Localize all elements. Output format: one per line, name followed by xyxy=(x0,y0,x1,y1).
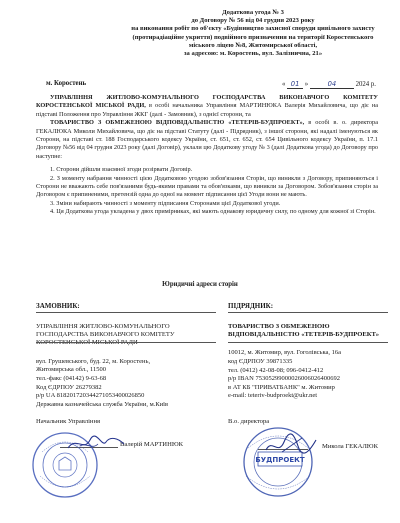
clause-2: 2. З моменту набрання чинності цією Додатковою угодою зобов'язання Сторін, що виникли з Договору, припиняються і Сторони не вважають себе пов'язаними будь-якими правами та обов'язками, що виникли за Договором. Зобов'язання сторін за Договором є припиненими, претензій одна до одної на момент підписання цієї Угоди вони не мають. xyxy=(36,174,378,199)
customer-column xyxy=(36,302,216,409)
clause-4: 4. Ця Додаткова угода укладена у двох примірниках, які мають однакову юридичну силу, по одному для кожної зі Сторін. xyxy=(50,208,376,216)
agreement-body xyxy=(36,94,378,217)
contractor-address: 10012, м. Житомир, вул. Гоголівська, 16а xyxy=(228,349,342,357)
parties-paragraph-2 xyxy=(36,119,378,161)
contractor-bank: в АТ КБ "ПРИВАТБАНК" м. Житомир xyxy=(228,383,335,391)
customer-address-line: вул. Грушевського, буд. 22, м. Коростень, xyxy=(36,357,151,365)
document-date: « 01 » 04 2024 р. xyxy=(281,80,376,88)
contractor-code: код ЄДРПОУ 39871335 xyxy=(228,358,293,365)
contractor-divider-2 xyxy=(228,342,388,343)
customer-divider xyxy=(36,312,216,313)
customer-code: Код ЄДРПОУ 26279382 xyxy=(36,383,102,391)
party2-details: в особі в. о. директора ГЕКАЛЮКА Миколи Михайловича, що діє на підставі Статуту (далі - Підрядник), з іншої сторони, які надалі іменуються як Сторони, на підставі ст. 188 Господарського кодексу України, ст. 651, ст. 652, ст. 654 Цивільного кодексу України, п. 17.1 Договору №56 від 04 грудня 2023 року (далі Договір), уклали цю Додаткову угоду № 3 (далі Додаткова угода) до Договору про наступне: xyxy=(36,119,378,160)
header-line: за адресою: м. Коростень, вул. Залізнична, 21» xyxy=(183,50,323,58)
party1-name: УПРАВЛІННЯ ЖИТЛОВО-КОМУНАЛЬНОГО ГОСПОДАРСТВА ВИКОНАВЧОГО КОМІТЕТУ КОРОСТЕНСЬКОЇ МІСЬКОЇ РАДИ, xyxy=(36,94,378,110)
date-day: 01 xyxy=(290,80,300,88)
contractor-column xyxy=(228,302,388,401)
customer-role: ЗАМОВНИК: xyxy=(36,302,80,310)
contractor-divider xyxy=(228,312,388,313)
party2-name: ТОВАРИСТВО З ОБМЕЖЕНОЮ ВІДПОВІДАЛЬНІСТЮ «ТЕТЕРІВ-БУДПРОЕКТ», xyxy=(50,119,305,127)
contractor-phone: тел. (0412) 42-08-08; 096-0412-412 xyxy=(228,366,324,374)
customer-divider-2 xyxy=(36,342,216,343)
customer-phone: тел.-факс (04142) 9-63-68 xyxy=(36,375,107,382)
customer-signature-icon xyxy=(66,432,126,454)
contractor-email: e-mail: teteriv-budproekt@ukr.net xyxy=(228,392,318,400)
customer-sign-title: Начальник Управління xyxy=(36,418,101,425)
header-line: міського ліцею №8, Житомирської області, xyxy=(188,41,318,49)
contractor-sign-title: В.о. директора xyxy=(228,418,270,425)
contractor-role: ПІДРЯДНИК: xyxy=(228,302,274,310)
contractor-org: ТОВАРИСТВО З ОБМЕЖЕНОЮ ВІДПОВІДАЛЬНІСТЮ «ТЕТЕРІВ-БУДПРОЕКТ» xyxy=(228,322,380,338)
party1-details: в особі начальника Управління МАРТИНЮКА Валерія Михайловича, що діє на підставі Положення про Управління ЖКГ (далі - Замовник), з однієї сторони, та xyxy=(36,102,379,118)
customer-sign-name: Валерій МАРТИНЮК xyxy=(120,441,184,448)
contractor-stamp-text: БУДПРОЕКТ xyxy=(255,456,305,464)
document-header xyxy=(128,9,378,58)
section-title: Юридичні адреси сторін xyxy=(162,281,238,288)
customer-address-line: Житомирська обл., 11500 xyxy=(36,366,106,374)
date-month: 04 xyxy=(327,80,337,88)
place: м. Коростень xyxy=(46,80,87,87)
contractor-signature-icon xyxy=(262,432,320,458)
customer-bank: Державна казначейська служба України, м.Київ xyxy=(36,400,169,408)
header-line: (протирадіаційне укриття) подвійного призначення на території Коростенського xyxy=(132,33,374,41)
place-date-row xyxy=(46,80,376,87)
contractor-sign-name: Микола ГЕКАЛЮК xyxy=(322,443,378,450)
customer-account: р/р UA 818201720344271053400026850 xyxy=(36,392,145,400)
clause-3: 3. Зміни набирають чинності з моменту підписання Сторонами цієї Додаткової угоди. xyxy=(50,199,281,207)
header-line: на виконання робіт по об'єкту «Будівництво захисної споруди цивільного захисту xyxy=(131,25,375,33)
contractor-account: р/р IBAN 75305299000026006026400692 xyxy=(228,375,340,383)
customer-org: УПРАВЛІННЯ ЖИТЛОВО-КОМУНАЛЬНОГО ГОСПОДАРСТВА ВИКОНАВЧОГО КОМІТЕТУ КОРОСТЕНСЬКОЇ МІСЬКОЇ РАДИ xyxy=(36,322,175,347)
parties-paragraph xyxy=(36,94,378,119)
header-line: до Договору № 56 від 04 грудня 2023 року xyxy=(191,17,315,25)
clause-1: 1. Сторони дійшли взаємної згоди розірвати Договір. xyxy=(50,166,193,174)
header-line: Додаткова угода № 3 xyxy=(222,9,284,16)
